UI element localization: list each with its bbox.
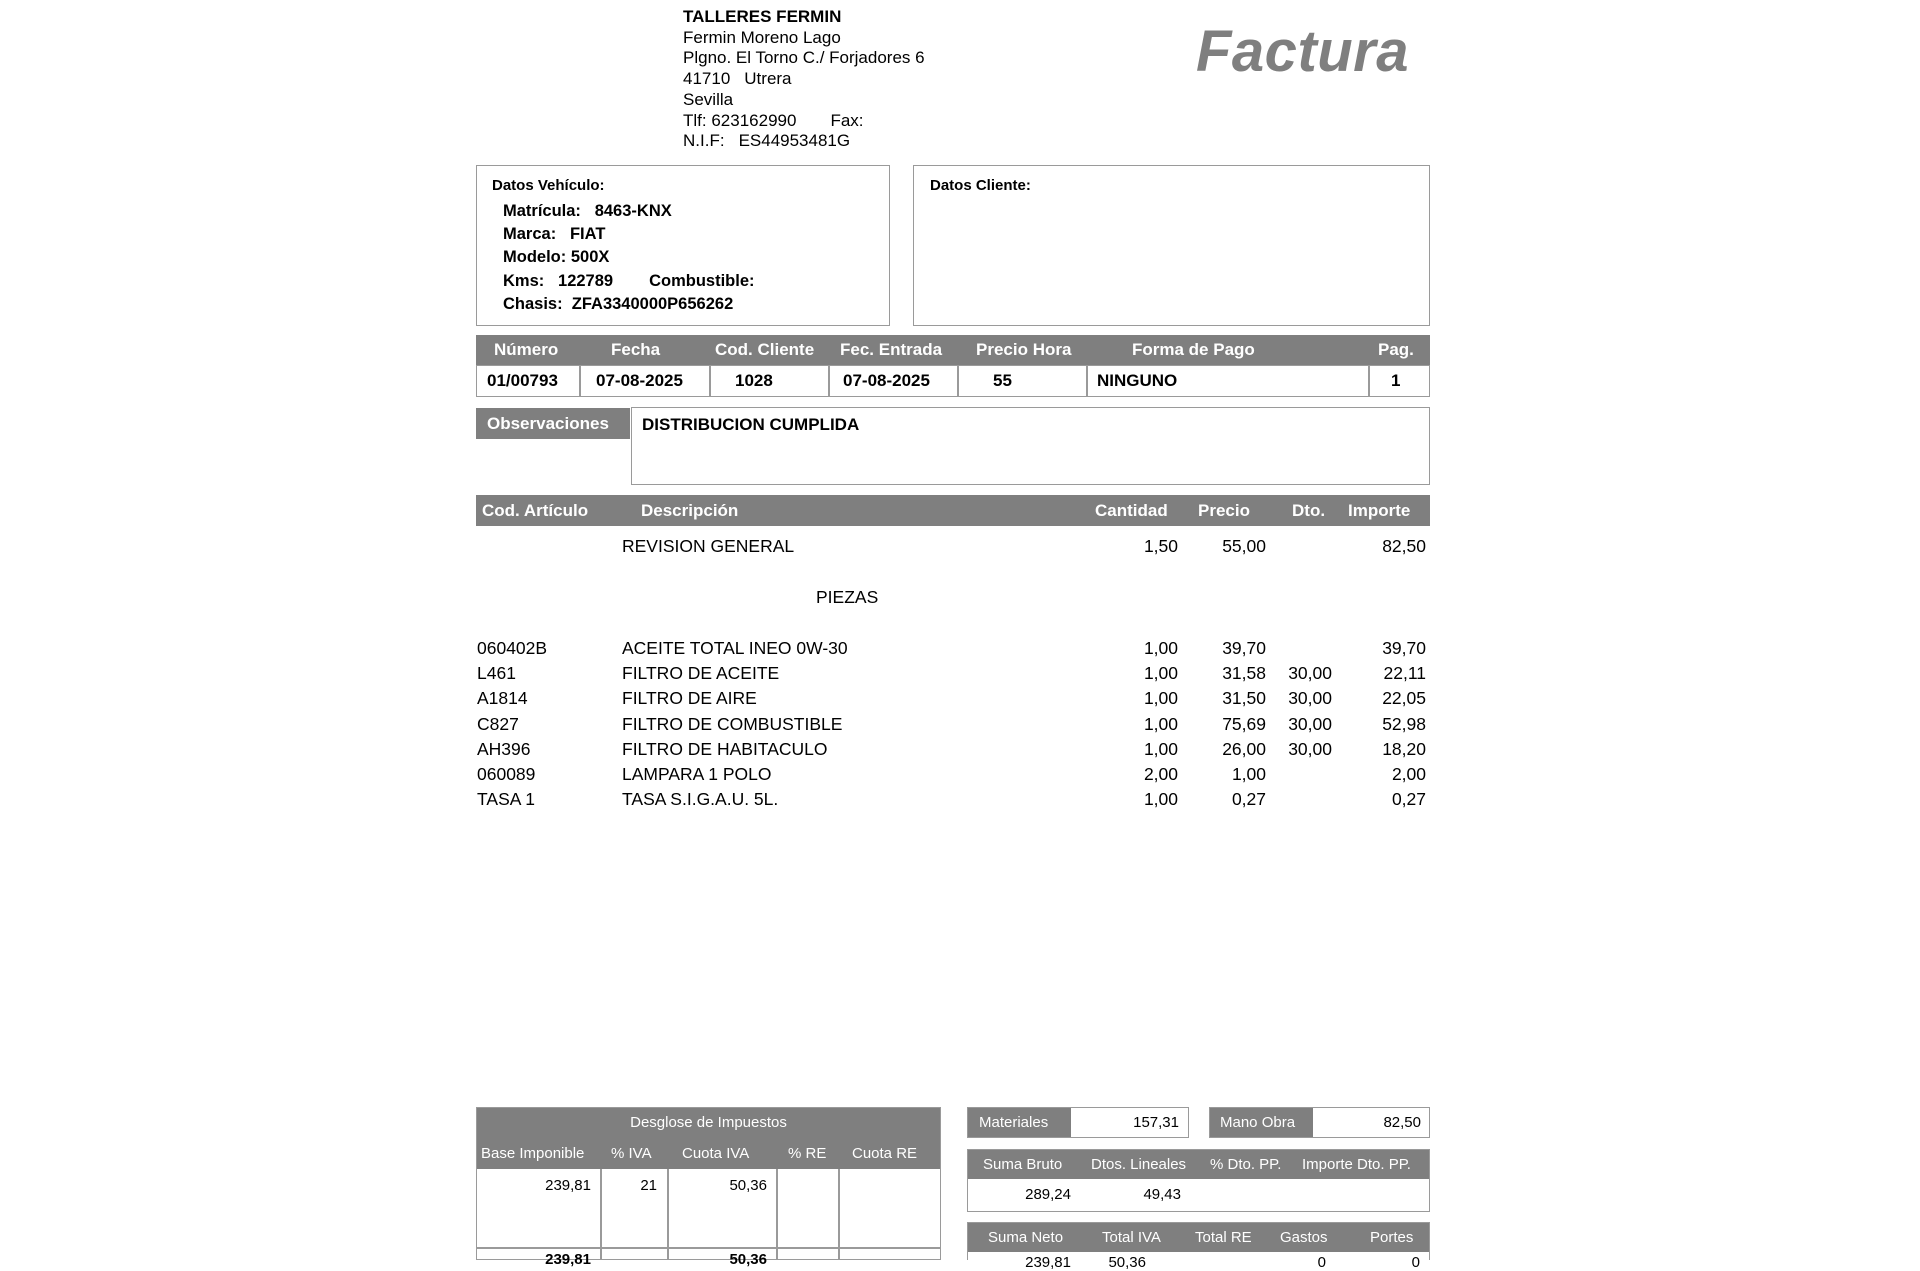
nif-value: ES44953481G [738,131,851,151]
header-dto: Dto. [1292,501,1326,520]
gross-header-dto-pp: % Dto. PP. [1210,1156,1282,1173]
net-summary-box [967,1222,1430,1271]
tax-header-base: Base Imponible [481,1145,585,1162]
net-header-gastos: Gastos [1280,1229,1328,1246]
row-qty: 1,00 [1143,789,1178,809]
model-value: 500X [570,248,610,266]
row-discount: 30,00 [1288,739,1332,759]
invoice-info-values [476,365,1430,397]
net-value-total-iva: 50,36 [1108,1254,1146,1271]
row-code: AH396 [477,739,531,759]
vehicle-chassis-row [503,295,733,314]
row-price: 1,00 [1231,764,1266,784]
value-numero: 01/00793 [487,371,558,390]
row-price: 26,00 [1222,739,1266,759]
row-discount: 30,00 [1288,714,1332,734]
row-price: 31,58 [1222,663,1266,683]
line-qty: 1,50 [1143,536,1178,556]
tax-iva-pct-value: 21 [640,1177,657,1194]
section-label-piezas: PIEZAS [816,587,879,607]
row-qty: 1,00 [1143,638,1178,658]
row-description: TASA S.I.G.A.U. 5L. [622,789,779,809]
header-numero: Número [494,340,559,359]
observations-label: Observaciones [476,408,630,439]
header-fecha: Fecha [611,340,661,359]
row-price: 31,50 [1222,688,1266,708]
row-amount: 39,70 [1382,638,1426,658]
value-precio-hora: 55 [993,371,1012,390]
value-fecha: 07-08-2025 [596,371,683,390]
invoice-info-header [476,335,1430,365]
labor-label: Mano Obra [1220,1114,1296,1131]
tax-header-iva-pct: % IVA [611,1145,652,1162]
net-header-total-re: Total RE [1195,1229,1252,1246]
document-title: Factura [1196,19,1410,84]
row-amount: 18,20 [1382,739,1426,759]
value-pag: 1 [1391,371,1401,390]
phone-label: Tlf: [683,110,707,130]
header-pag: Pag. [1378,340,1414,359]
materials-value: 157,31 [1133,1114,1179,1131]
header-cantidad: Cantidad [1095,501,1168,520]
tax-iva-quota-value: 50,36 [729,1177,767,1194]
vehicle-box-title: Datos Vehículo: [492,177,605,194]
row-description: FILTRO DE HABITACULO [622,739,828,759]
row-code: L461 [477,663,516,683]
gross-header-dtos-lineales: Dtos. Lineales [1091,1156,1187,1173]
tax-base-total: 239,81 [545,1251,591,1268]
client-box-title: Datos Cliente: [930,177,1031,194]
header-precio-hora: Precio Hora [976,340,1072,359]
net-header-suma-neto: Suma Neto [988,1229,1064,1246]
row-description: ACEITE TOTAL INEO 0W-30 [622,638,848,658]
header-cod-articulo: Cod. Artículo [482,501,589,520]
observations-box [631,407,1430,485]
row-discount: 30,00 [1288,663,1332,683]
net-value-suma-neto: 239,81 [1025,1254,1071,1271]
line-price: 55,00 [1222,536,1266,556]
vehicle-model-row [503,248,609,267]
observations-text: DISTRIBUCION CUMPLIDA [642,415,860,434]
kms-value: 122789 [558,272,614,290]
materials-label: Materiales [979,1114,1049,1131]
row-amount: 2,00 [1391,764,1426,784]
row-price: 39,70 [1222,638,1266,658]
header-fec-entrada: Fec. Entrada [840,340,943,359]
line-amount: 82,50 [1382,536,1426,556]
row-price: 0,27 [1231,789,1266,809]
tax-header-iva-quota: Cuota IVA [682,1145,750,1162]
materials-box [967,1107,1189,1138]
company-block [683,7,925,152]
row-description: FILTRO DE AIRE [622,688,757,708]
gross-summary-box [967,1149,1430,1212]
net-header-portes: Portes [1370,1229,1414,1246]
vehicle-brand-row [503,225,605,244]
company-address: Plgno. El Torno C./ Forjadores 6 [683,48,925,68]
header-precio: Precio [1198,501,1250,520]
row-qty: 1,00 [1143,739,1178,759]
labor-value: 82,50 [1383,1114,1421,1131]
header-importe: Importe [1348,501,1411,520]
company-province: Sevilla [683,89,734,109]
net-value-portes: 0 [1411,1254,1420,1271]
net-header-total-iva: Total IVA [1102,1229,1161,1246]
items-header [476,495,1430,526]
row-price: 75,69 [1222,714,1266,734]
fuel-label: Combustible: [649,272,755,290]
row-amount: 22,11 [1383,663,1426,683]
tax-base-value: 239,81 [545,1177,591,1194]
line-description: REVISION GENERAL [622,536,795,556]
tax-title: Desglose de Impuestos [630,1114,787,1131]
row-qty: 1,00 [1143,663,1178,683]
row-amount: 22,05 [1382,688,1426,708]
company-postal-city [683,69,925,90]
tax-header-re-pct: % RE [788,1145,827,1162]
row-description: FILTRO DE ACEITE [622,663,780,683]
gross-value-suma-bruto: 289,24 [1025,1186,1071,1203]
row-amount: 0,27 [1391,789,1426,809]
gross-value-dtos-lineales: 49,43 [1143,1186,1181,1203]
plate-label: Matrícula: [503,202,581,220]
value-cod-cliente: 1028 [735,371,773,390]
row-code: 060089 [477,764,536,784]
labor-box [1209,1107,1430,1138]
brand-label: Marca: [503,225,557,243]
tax-header-re-quota: Cuota RE [852,1145,918,1162]
tax-breakdown-table [476,1107,941,1268]
chassis-label: Chasis: [503,295,563,313]
gross-header-importe-dto-pp: Importe Dto. PP. [1302,1156,1411,1173]
row-qty: 2,00 [1143,764,1178,784]
postal-code: 41710 [683,69,731,89]
city: Utrera [744,69,792,89]
row-description: LAMPARA 1 POLO [622,764,772,784]
nif-label: N.I.F: [683,131,725,151]
company-nif-line [683,131,925,152]
kms-label: Kms: [503,272,545,290]
row-description: FILTRO DE COMBUSTIBLE [622,714,843,734]
value-forma-pago: NINGUNO [1097,371,1178,390]
header-forma-pago: Forma de Pago [1132,340,1255,359]
value-fec-entrada: 07-08-2025 [843,371,930,390]
net-value-gastos: 0 [1317,1254,1326,1271]
brand-value: FIAT [569,225,606,243]
header-descripcion: Descripción [641,501,739,520]
company-owner: Fermin Moreno Lago [683,27,841,47]
row-code: C827 [477,714,519,734]
model-label: Modelo: [503,248,567,266]
row-code: A1814 [477,688,528,708]
row-discount: 30,00 [1288,688,1332,708]
phone-value: 623162990 [711,110,797,130]
company-name: TALLERES FERMIN [683,7,842,26]
row-code: 060402B [477,638,548,658]
plate-value: 8463-KNX [594,202,672,220]
vehicle-kms-row [503,272,755,291]
row-amount: 52,98 [1382,714,1426,734]
tax-iva-quota-total: 50,36 [729,1251,767,1268]
company-phone-line [683,111,925,132]
gross-header-suma-bruto: Suma Bruto [983,1156,1063,1173]
row-qty: 1,00 [1143,688,1178,708]
vehicle-plate-row [503,202,672,221]
fax-label: Fax: [830,110,864,130]
client-data-box [913,165,1430,326]
row-code: TASA 1 [477,789,536,809]
vehicle-data-box [476,165,890,326]
header-cod-cliente: Cod. Cliente [715,340,815,359]
chassis-value: ZFA3340000P656262 [571,295,734,313]
row-qty: 1,00 [1143,714,1178,734]
